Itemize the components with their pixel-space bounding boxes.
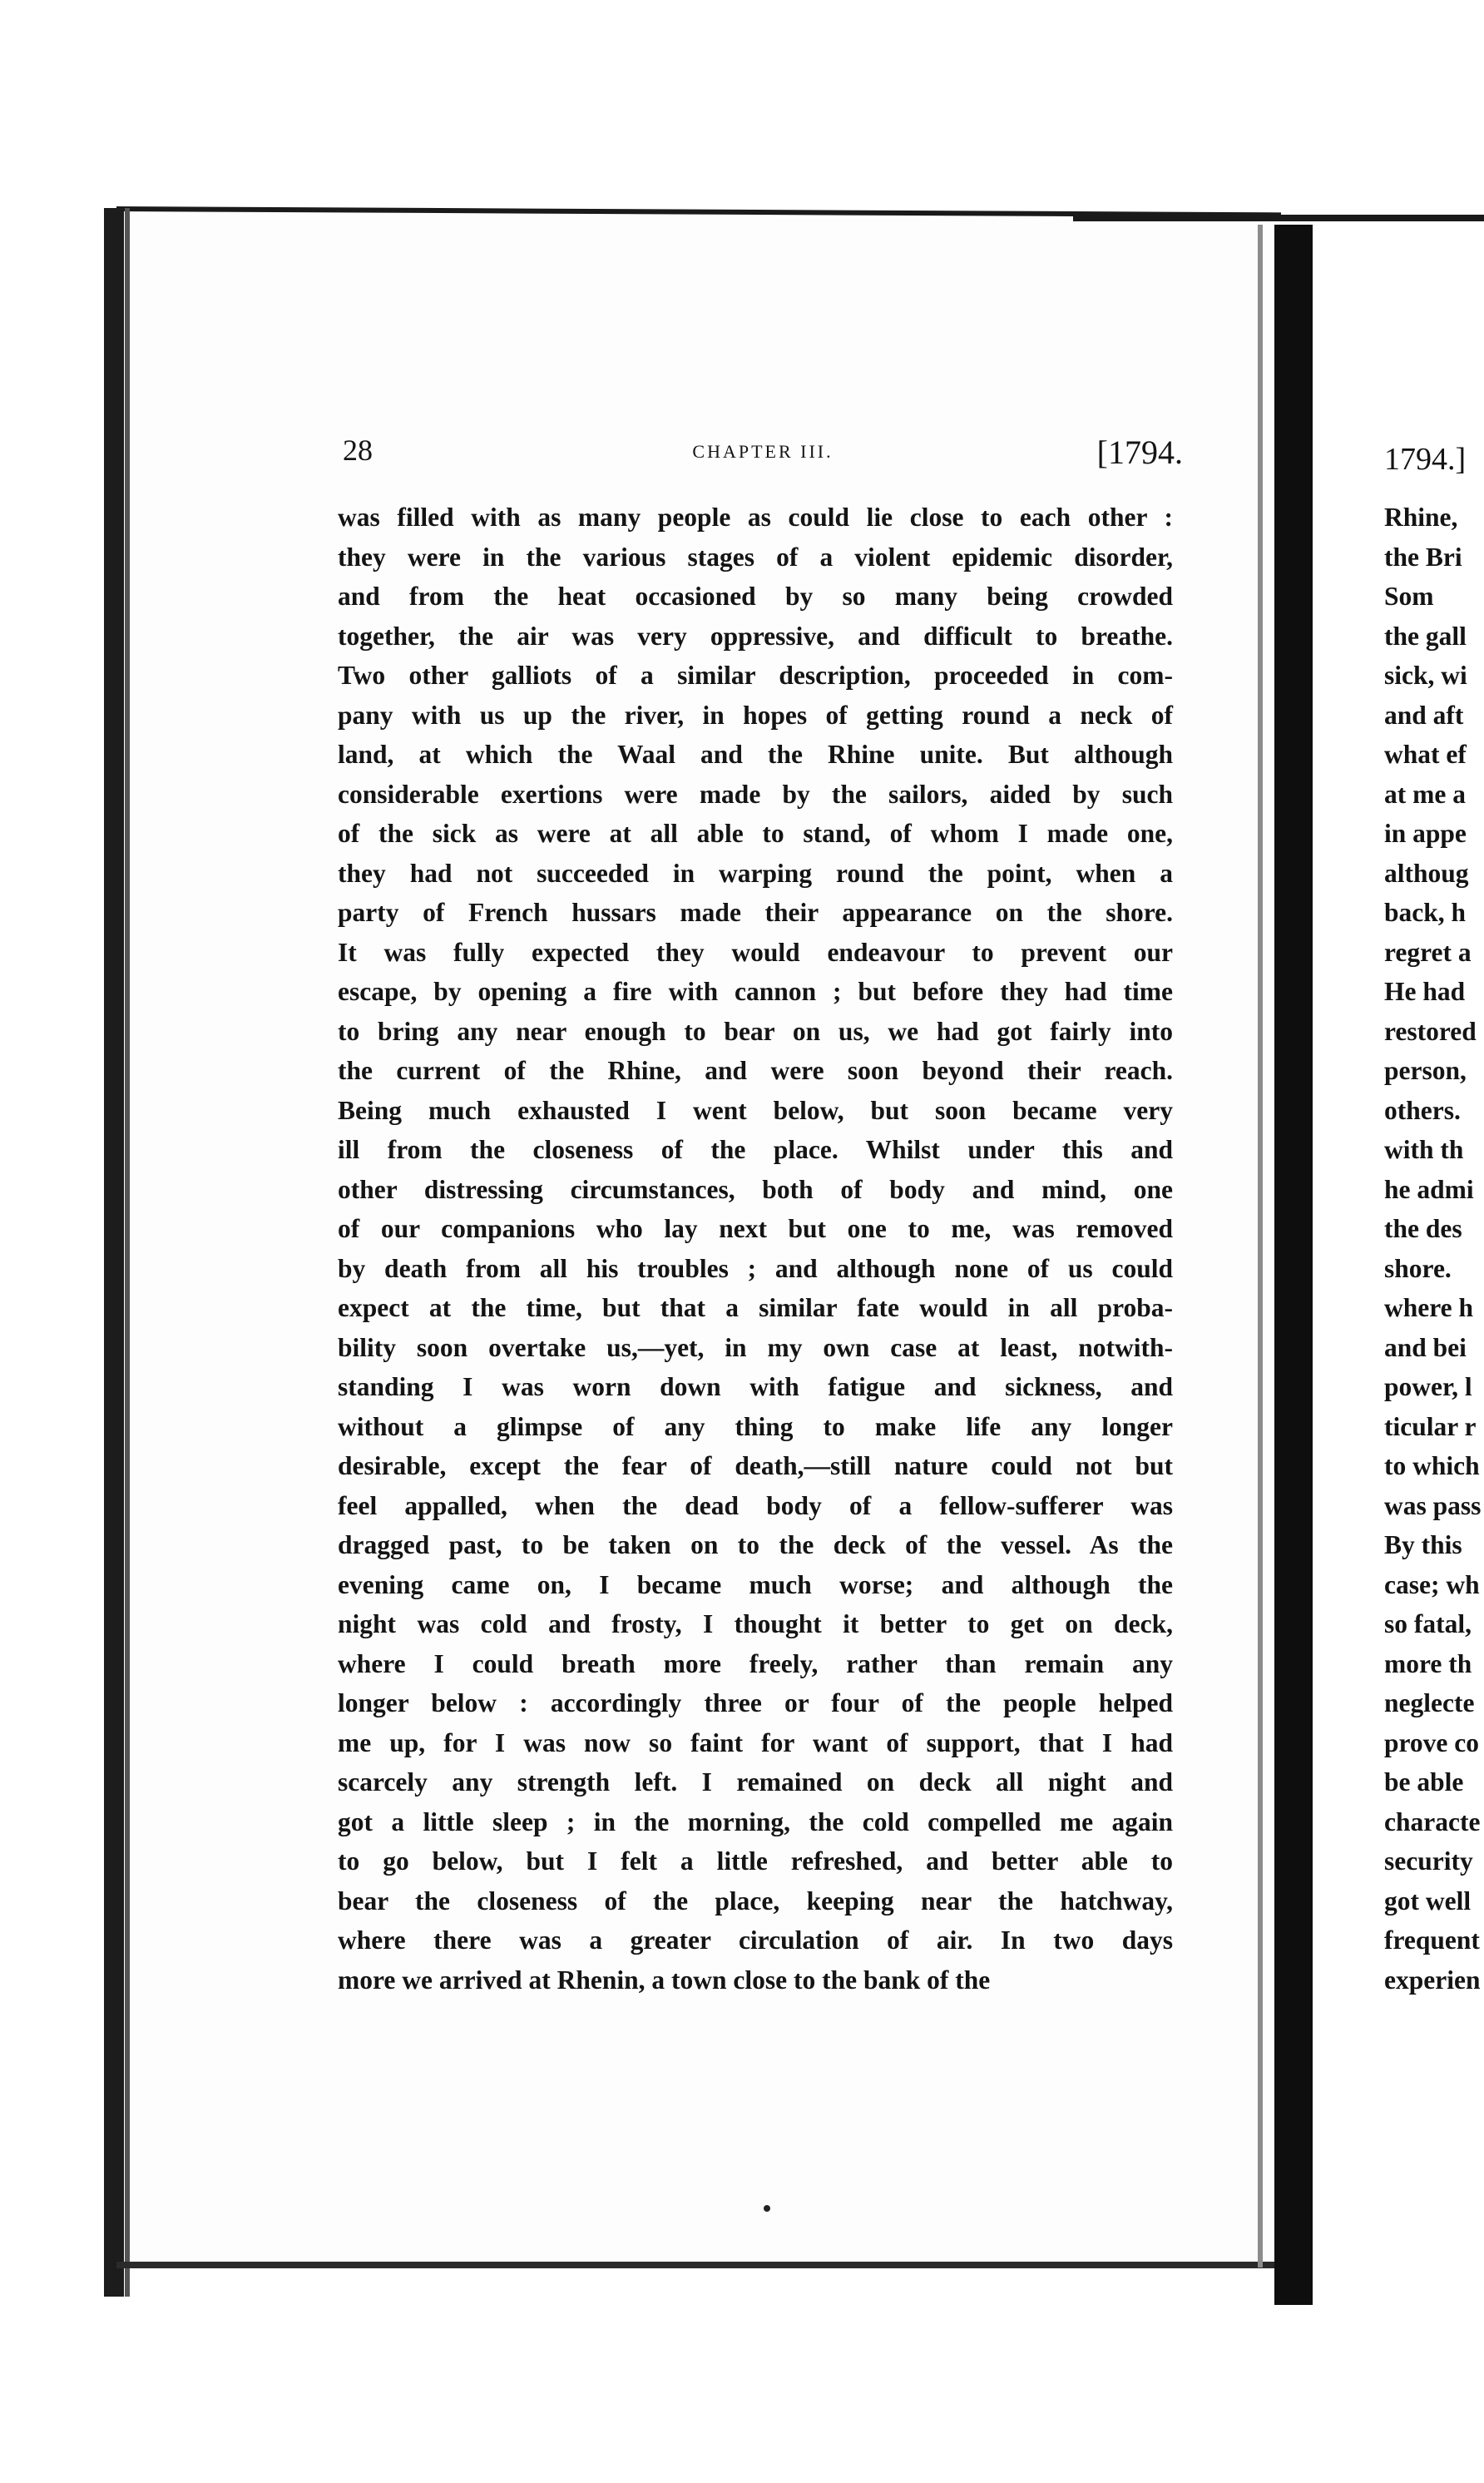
text-line: night was cold and frosty, I thought it better to get on deck,: [338, 1609, 1173, 1638]
right-text-line: shore.: [1384, 1253, 1452, 1283]
right-text-line: Som: [1384, 582, 1434, 611]
text-line: dragged past, to be taken on to the deck of the vessel. As the: [338, 1530, 1173, 1559]
right-text-line: He had: [1384, 977, 1466, 1006]
right-text-line: and aft: [1384, 700, 1464, 730]
text-line: the current of the Rhine, and were soon beyond their reach.: [338, 1056, 1173, 1085]
right-text-line: more th: [1384, 1648, 1472, 1678]
right-text-line: security: [1384, 1846, 1473, 1876]
right-page-year: 1794.]: [1384, 442, 1467, 477]
text-line: by death from all his troubles ; and although none of us could: [338, 1253, 1173, 1283]
header-year: [1794.: [1096, 434, 1183, 471]
text-line: escape, by opening a fire with cannon ; but before they had time: [338, 977, 1173, 1006]
text-line: scarcely any strength left. I remained on deck all night and: [338, 1767, 1173, 1797]
text-line: bear the closeness of the place, keeping near the hatchway,: [338, 1886, 1173, 1916]
running-title: CHAPTER III.: [692, 441, 834, 462]
text-line: together, the air was very oppressive, and difficult to breathe.: [338, 621, 1173, 651]
text-line: of our companions who lay next but one to me, was removed: [338, 1214, 1173, 1243]
right-text-line: characte: [1384, 1806, 1481, 1836]
text-line: desirable, except the fear of death,—still nature could not but: [338, 1451, 1173, 1480]
ink-speck: [764, 2205, 770, 2212]
right-text-line: in appe: [1384, 819, 1467, 848]
text-line: me up, for I was now so faint for want of support, that I had: [338, 1727, 1173, 1757]
text-line: was filled with as many people as could lie close to each other :: [338, 503, 1173, 532]
right-text-line: restored: [1384, 1016, 1477, 1046]
right-text-line: he admi: [1384, 1174, 1474, 1204]
text-line: and from the heat occasioned by so many being crowded: [338, 582, 1173, 611]
text-line: where there was a greater circulation of air. In two days: [338, 1925, 1173, 1955]
right-text-line: the Bri: [1384, 542, 1462, 572]
right-text-line: with th: [1384, 1135, 1464, 1164]
right-text-line: althoug: [1384, 858, 1469, 888]
text-line: Two other galliots of a similar description, proceeded in com-: [338, 661, 1173, 690]
page-gutter-edge: [1258, 225, 1263, 2267]
text-line: land, at which the Waal and the Rhine unite. But although: [338, 740, 1173, 769]
right-text-line: at me a: [1384, 779, 1466, 809]
text-line: ill from the closeness of the place. Whilst under this and: [338, 1135, 1173, 1164]
page-number: 28: [343, 434, 373, 467]
right-text-line: be able: [1384, 1767, 1464, 1797]
right-text-line: frequent: [1384, 1925, 1480, 1955]
text-line: of the sick as were at all able to stand, of whom I made one,: [338, 819, 1173, 848]
text-line: where I could breath more freely, rather than remain any: [338, 1648, 1173, 1678]
text-line: more we arrived at Rhenin, a town close to the bank of the: [338, 1965, 991, 1995]
right-text-line: By this: [1384, 1530, 1462, 1559]
text-line: standing I was worn down with fatigue and sickness, and: [338, 1372, 1173, 1401]
text-line: evening came on, I became much worse; and although the: [338, 1569, 1173, 1599]
text-line: they had not succeeded in warping round the point, when a: [338, 858, 1173, 888]
text-line: feel appalled, when the dead body of a fellow-sufferer was: [338, 1490, 1173, 1520]
right-text-line: got well: [1384, 1886, 1472, 1916]
page-edge-top-right: [1073, 215, 1484, 221]
right-text-line: prove co: [1384, 1727, 1480, 1757]
text-line: longer below : accordingly three or four of the people helped: [338, 1688, 1173, 1717]
text-line: It was fully expected they would endeavour to prevent our: [338, 937, 1173, 967]
page-edge-bottom: [116, 2262, 1281, 2268]
right-page-text: [1384, 498, 1484, 2000]
right-text-line: power, l: [1384, 1372, 1472, 1401]
text-line: considerable exertions were made by the sailors, aided by such: [338, 779, 1173, 809]
right-text-line: to which: [1384, 1451, 1480, 1480]
right-text-line: others.: [1384, 1095, 1461, 1125]
text-line: pany with us up the river, in hopes of getting round a neck of: [338, 700, 1173, 730]
right-text-line: experien: [1384, 1965, 1481, 1995]
right-text-line: sick, wi: [1384, 661, 1467, 690]
text-line: to bring any near enough to bear on us, we had got fairly into: [338, 1016, 1173, 1046]
text-line: bility soon overtake us,—yet, in my own case at least, notwith-: [338, 1332, 1173, 1362]
right-text-line: the gall: [1384, 621, 1467, 651]
right-text-line: back, h: [1384, 898, 1467, 927]
right-text-line: ticular r: [1384, 1411, 1477, 1441]
book-gutter: [1274, 225, 1313, 2305]
text-line: they were in the various stages of a violent epidemic disorder,: [338, 542, 1173, 572]
text-line: got a little sleep ; in the morning, the cold compelled me again: [338, 1806, 1173, 1836]
right-text-line: and bei: [1384, 1332, 1467, 1362]
right-text-line: person,: [1384, 1056, 1467, 1085]
right-text-line: what ef: [1384, 740, 1467, 769]
book-binding-edge: [104, 208, 124, 2297]
text-line: expect at the time, but that a similar fate would in all proba-: [338, 1293, 1173, 1322]
text-line: party of French hussars made their appearance on the shore.: [338, 898, 1173, 927]
text-line: other distressing circumstances, both of body and mind, one: [338, 1174, 1173, 1204]
right-text-line: where h: [1384, 1293, 1474, 1322]
right-text-line: case; wh: [1384, 1569, 1480, 1599]
text-line: to go below, but I felt a little refreshed, and better able to: [338, 1846, 1173, 1876]
right-text-line: neglecte: [1384, 1688, 1475, 1717]
right-text-line: the des: [1384, 1214, 1462, 1243]
right-text-line: was pass: [1384, 1490, 1482, 1520]
right-text-line: so fatal,: [1384, 1609, 1472, 1638]
text-line: Being much exhausted I went below, but soon became very: [338, 1095, 1173, 1125]
right-text-line: regret a: [1384, 937, 1472, 967]
body-text: [338, 498, 1173, 2000]
right-text-line: Rhine,: [1384, 503, 1458, 532]
book-binding-shadow: [125, 208, 130, 2297]
text-line: without a glimpse of any thing to make life any longer: [338, 1411, 1173, 1441]
page-header: [343, 433, 1183, 483]
